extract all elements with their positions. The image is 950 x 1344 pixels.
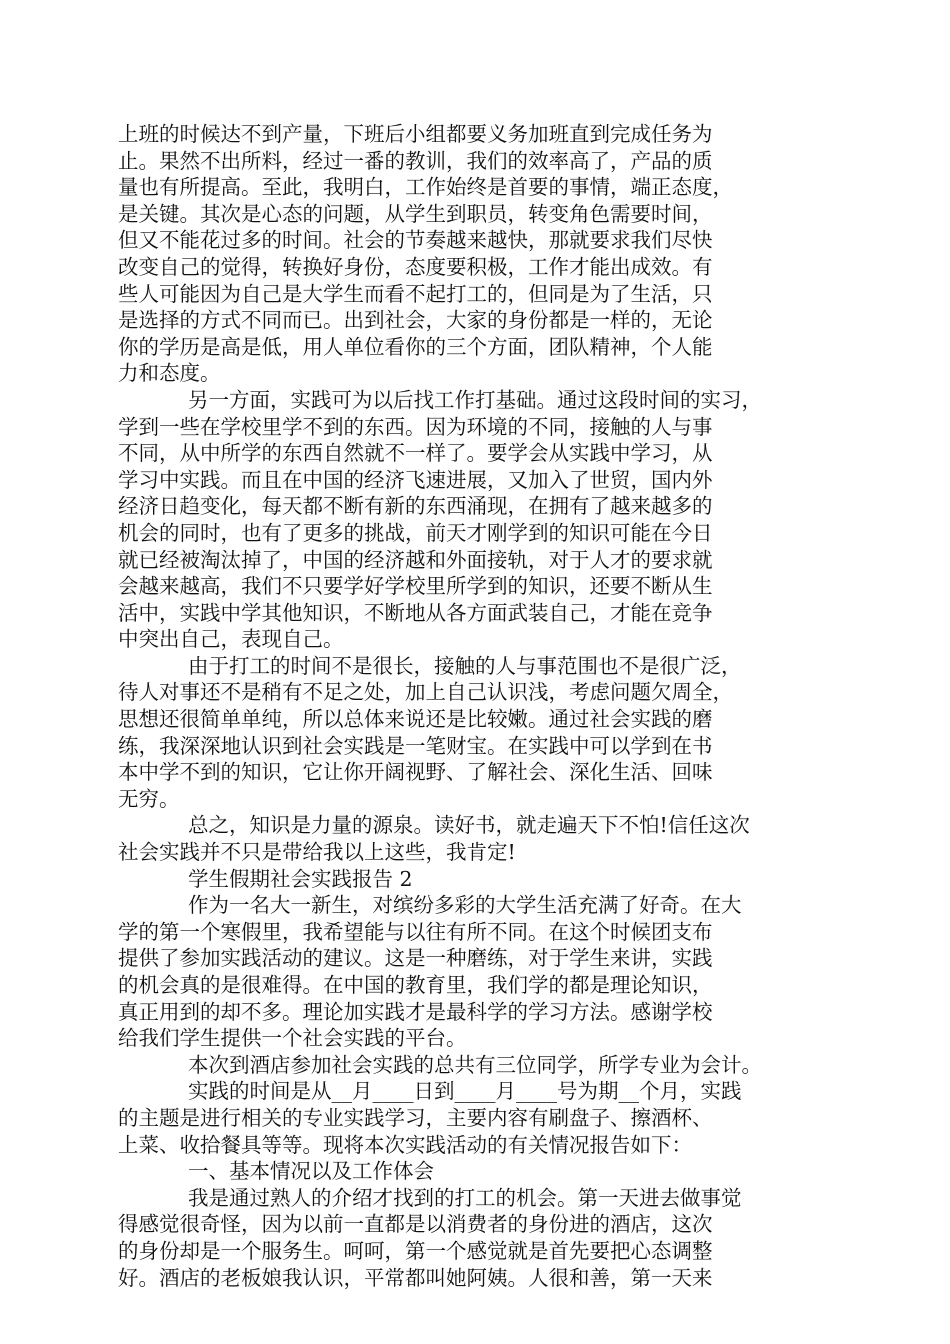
text-line: 经济日趋变化，每天都不断有新的东西涌现，在拥有了越来越多的 bbox=[118, 494, 713, 519]
text-line: 机会的同时，也有了更多的挑战，前天才刚学到的知识可能在今日 bbox=[118, 520, 713, 545]
text-line: 本中学不到的知识，它让你开阔视野、了解社会、深化生活、回味 bbox=[118, 760, 713, 785]
text-line: 就已经被淘汰掉了，中国的经济越和外面接轨，对于人才的要求就 bbox=[118, 547, 713, 572]
text-line: 但又不能花过多的时间。社会的节奏越来越快，那就要求我们尽快 bbox=[118, 228, 713, 253]
text-line: 不同，从中所学的东西自然就不一样了。要学会从实践中学习，从 bbox=[118, 441, 713, 466]
text-line: 上班的时候达不到产量，下班后小组都要义务加班直到完成任务为 bbox=[118, 122, 713, 146]
paragraph-first-line: 作为一名大一新生，对缤纷多彩的大学生活充满了好奇。在大 bbox=[188, 893, 742, 918]
text-line: 无穷。 bbox=[118, 786, 180, 811]
text-line: 止。果然不出所料，经过一番的教训，我们的效率高了，产品的质 bbox=[118, 148, 713, 173]
text-line: 待人对事还不是稍有不足之处，加上自己认识浅，考虑问题欠周全， bbox=[118, 680, 733, 705]
text-line: 中突出自己，表现自己。 bbox=[118, 627, 344, 652]
text-line: 力和态度。 bbox=[118, 361, 221, 386]
text-line: 学习中实践。而且在中国的经济飞速进展，又加入了世贸，国内外 bbox=[118, 467, 713, 492]
text-line: 的主题是进行相关的专业实践学习，主要内容有刷盘子、擦酒杯、 bbox=[118, 1105, 713, 1130]
text-line: 改变自己的觉得，转换好身份，态度要积极，工作才能出成效。有 bbox=[118, 254, 713, 279]
paragraph-first-line: 另一方面，实践可为以后找工作打基础。通过这段时间的实习， bbox=[188, 387, 762, 412]
text-line: 是关键。其次是心态的问题，从学生到职员，转变角色需要时间， bbox=[118, 201, 713, 226]
text-line: 你的学历是高是低，用人单位看你的三个方面，团队精神，个人能 bbox=[118, 334, 713, 359]
text-line: 好。酒店的老板娘我认识，平常都叫她阿姨。人很和善，第一天来 bbox=[118, 1265, 713, 1290]
paragraph-first-line: 一、基本情况以及工作体会 bbox=[188, 1159, 434, 1184]
text-line: 是选择的方式不同而已。出到社会，大家的身份都是一样的，无论 bbox=[118, 308, 713, 333]
document-body bbox=[118, 121, 834, 1291]
text-line: 量也有所提高。至此，我明白，工作始终是首要的事情，端正态度， bbox=[118, 175, 733, 200]
text-line: 学到一些在学校里学不到的东西。因为环境的不同，接触的人与事 bbox=[118, 414, 713, 439]
text-line: 上菜、收拾餐具等等。现将本次实践活动的有关情况报告如下： bbox=[118, 1132, 692, 1157]
text-line: 真正用到的却不多。理论加实践才是最科学的学习方法。感谢学校 bbox=[118, 999, 713, 1024]
text-line: 社会实践并不只是带给我以上这些，我肯定! bbox=[118, 840, 516, 865]
paragraph-first-line: 总之，知识是力量的源泉。读好书，就走遍天下不怕!信任这次 bbox=[188, 813, 750, 838]
text-line: 得感觉很奇怪，因为以前一直都是以消费者的身份进的酒店，这次 bbox=[118, 1212, 713, 1237]
text-line: 学的第一个寒假里，我希望能与以往有所不同。在这个时候团支布 bbox=[118, 919, 713, 944]
paragraph-first-line: 实践的时间是从__月____日到____月____号为期__个月，实践 bbox=[188, 1079, 742, 1104]
text-line: 些人可能因为自己是大学生而看不起打工的，但同是为了生活，只 bbox=[118, 281, 713, 306]
text-line: 活中，实践中学其他知识，不断地从各方面武装自己，才能在竞争 bbox=[118, 600, 713, 625]
paragraph-first-line: 学生假期社会实践报告 2 bbox=[188, 866, 413, 891]
text-line: 练，我深深地认识到社会实践是一笔财宝。在实践中可以学到在书 bbox=[118, 733, 713, 758]
text-line: 的机会真的是很难得。在中国的教育里，我们学的都是理论知识， bbox=[118, 973, 713, 997]
paragraph-first-line: 本次到酒店参加社会实践的总共有三位同学，所学专业为会计。 bbox=[188, 1052, 762, 1077]
text-line: 的身份却是一个服务生。呵呵，第一个感觉就是首先要把心态调整 bbox=[118, 1238, 713, 1263]
text-line: 会越来越高，我们不只要学好学校里所学到的知识，还要不断从生 bbox=[118, 574, 713, 599]
text-line: 提供了参加实践活动的建议。这是一种磨练，对于学生来讲，实践 bbox=[118, 946, 713, 971]
paragraph-first-line: 我是通过熟人的介绍才找到的打工的机会。第一天进去做事觉 bbox=[188, 1185, 742, 1210]
text-line: 给我们学生提供一个社会实践的平台。 bbox=[118, 1026, 467, 1051]
paragraph-first-line: 由于打工的时间不是很长，接触的人与事范围也不是很广泛， bbox=[188, 653, 742, 678]
text-line: 思想还很简单单纯，所以总体来说还是比较嫩。通过社会实践的磨 bbox=[118, 707, 713, 732]
